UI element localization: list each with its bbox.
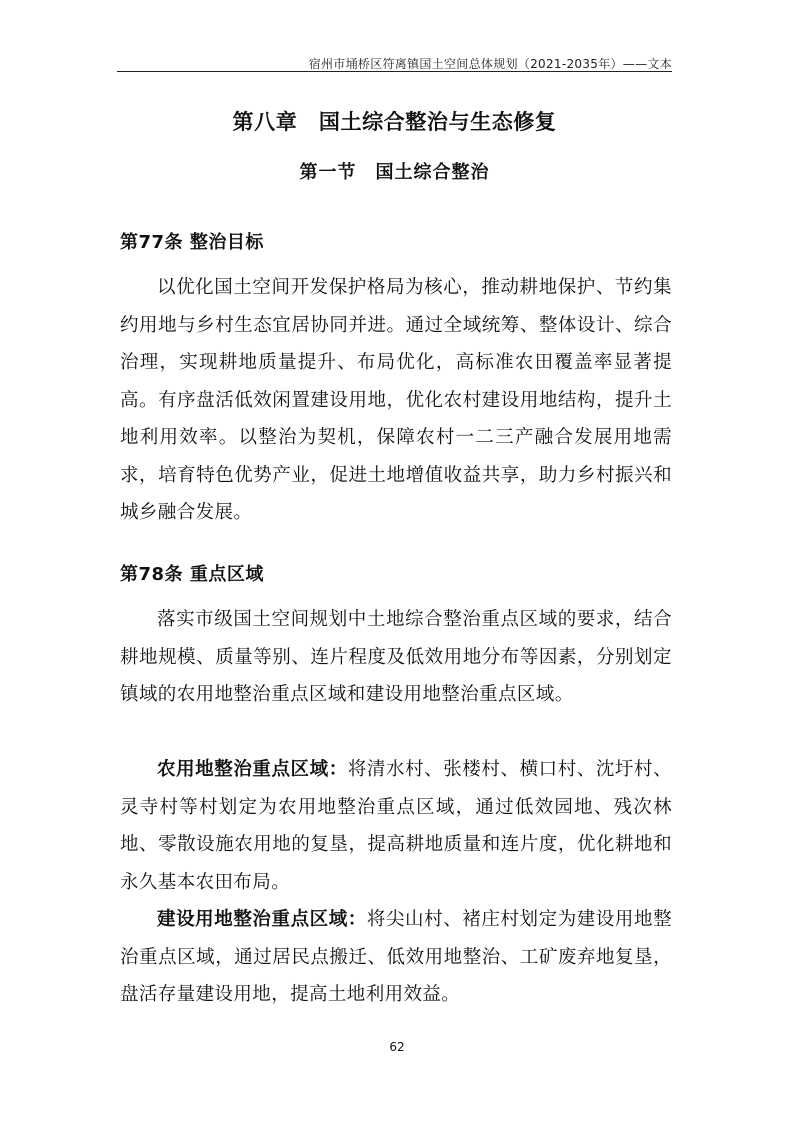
article-78-heading: 第78条 重点区域 (120, 564, 264, 585)
paragraph-text: 将尖山村、褚庄村划定为建设用地整治重点区域，通过居民点搬迁、低效用地整治、工矿废弃地复垦，盘活存量建设用地，提高土地利用效益。 (120, 909, 672, 1005)
paragraph-lead: 建设用地整治重点区域： (157, 909, 367, 930)
section-title: 第一节 国土综合整治 (299, 162, 490, 183)
paragraph-text: 以优化国土空间开发保护格局为核心，推动耕地保护、节约集约用地与乡村生态宜居协同并进。通过全域统筹、整体设计、综合治理，实现耕地质量提升、布局优化，高标准农田覆盖率显著提高。有序盘活低效闲置建设用地，优化农村建设用地结构，提升土地利用效率。以整治为契机，保障农村一二三产融合发展用地需求，培育特色优势产业，促进土地增值收益共享，助力乡村振兴和城乡融合发展。 (120, 277, 672, 523)
chapter-title: 第八章 国土综合整治与生态修复 (232, 110, 557, 134)
running-header: 宿州市埇桥区符离镇国土空间总体规划（2021-2035年）——文本 (308, 57, 672, 71)
article-78-paragraph-3 (120, 901, 672, 1014)
article-77-heading: 第77条 整治目标 (120, 232, 264, 253)
article-78-paragraph-2 (120, 751, 672, 901)
paragraph-lead: 农用地整治重点区域： (157, 759, 348, 780)
page-number: 62 (389, 1040, 405, 1054)
article-77-paragraph (120, 269, 672, 532)
header-divider (117, 71, 672, 72)
paragraph-text: 落实市级国土空间规划中土地综合整治重点区域的要求，结合耕地规模、质量等别、连片程度及低效用地分布等因素，分别划定镇域的农用地整治重点区域和建设用地整治重点区域。 (120, 609, 672, 705)
article-78-paragraph-1 (120, 601, 672, 714)
paragraph-text: 将清水村、张楼村、横口村、沈圩村、灵寺村等村划定为农用地整治重点区域，通过低效园地、残次林地、零散设施农用地的复垦，提高耕地质量和连片度，优化耕地和永久基本农田布局。 (120, 759, 672, 893)
